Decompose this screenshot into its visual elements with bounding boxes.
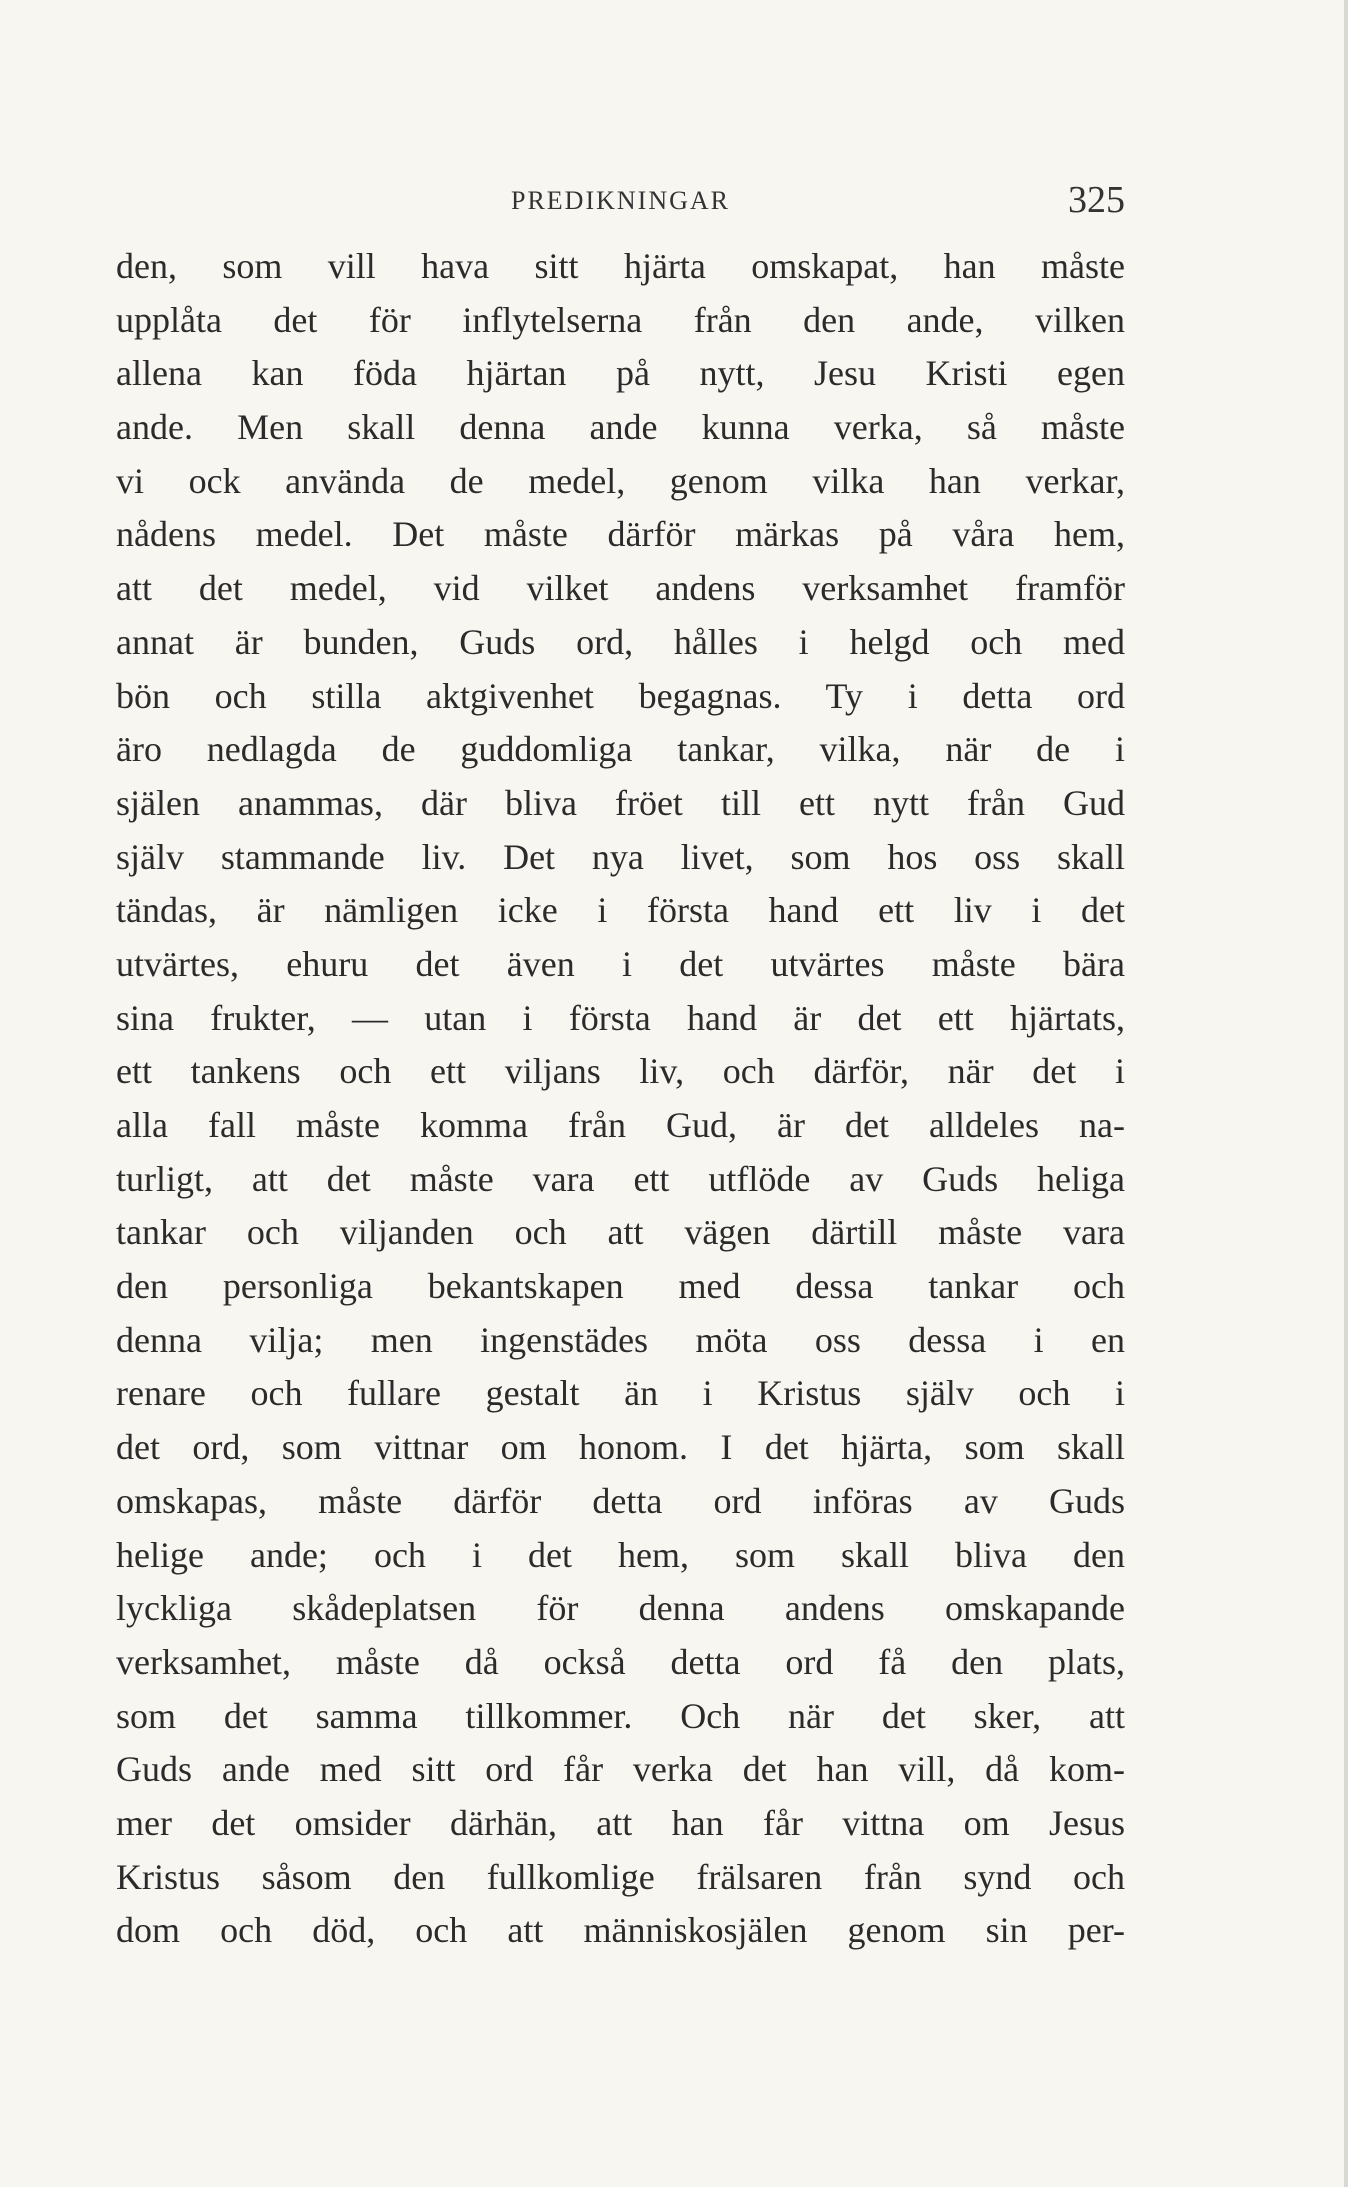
text-line: helige ande; och i det hem, som skall bliva den bbox=[116, 1534, 1125, 1575]
text-line: bön och stilla aktgivenhet begagnas. Ty i detta ord bbox=[116, 675, 1125, 716]
text-line: att det medel, vid vilket andens verksamhet framför bbox=[116, 568, 1125, 609]
text-line: som det samma tillkommer. Och när det sker, att bbox=[116, 1695, 1125, 1736]
text-line: mer det omsider därhän, att han får vittna om Jesus bbox=[116, 1802, 1125, 1843]
text-line: vi ock använda de medel, genom vilka han verkar, bbox=[116, 460, 1125, 501]
text-line: allena kan föda hjärtan på nytt, Jesu Kristi egen bbox=[116, 353, 1125, 394]
text-line: tankar och viljanden och att vägen därtill måste vara bbox=[116, 1212, 1125, 1253]
text-line: ande. Men skall denna ande kunna verka, så måste bbox=[116, 407, 1125, 448]
text-line: den personliga bekantskapen med dessa tankar och bbox=[116, 1266, 1125, 1307]
page-edge bbox=[1344, 0, 1348, 2187]
text-line: lyckliga skådeplatsen för denna andens omskapande bbox=[116, 1588, 1125, 1629]
text-line: verksamhet, måste då också detta ord få den plats, bbox=[116, 1641, 1125, 1682]
text-line: tändas, är nämligen icke i första hand ett liv i det bbox=[116, 890, 1125, 931]
page-number: 325 bbox=[1068, 179, 1125, 221]
text-line: dom och död, och att människosjälen genom sin per- bbox=[116, 1910, 1125, 1951]
text-line: Guds ande med sitt ord får verka det han vill, då kom- bbox=[116, 1749, 1125, 1790]
text-line: alla fall måste komma från Gud, är det alldeles na- bbox=[116, 1105, 1125, 1145]
running-title: PREDIKNINGAR bbox=[511, 186, 730, 215]
text-line: utvärtes, ehuru det även i det utvärtes måste bära bbox=[116, 943, 1125, 984]
text-line: äro nedlagda de guddomliga tankar, vilka, när de i bbox=[116, 729, 1125, 770]
text-line: omskapas, måste därför detta ord införas av Guds bbox=[116, 1480, 1125, 1521]
text-line: den, som vill hava sitt hjärta omskapat, han måste bbox=[116, 246, 1125, 286]
text-line: själen anammas, där bliva fröet till ett nytt från Gud bbox=[116, 782, 1125, 823]
text-line: nådens medel. Det måste därför märkas på våra hem, bbox=[116, 514, 1125, 555]
text-line: upplåta det för inflytelserna från den ande, vilken bbox=[116, 299, 1125, 340]
text-line: renare och fullare gestalt än i Kristus själv och i bbox=[116, 1373, 1125, 1414]
text-line: ett tankens och ett viljans liv, och därför, när det i bbox=[116, 1051, 1125, 1092]
text-line: Kristus såsom den fullkomlige frälsaren från synd och bbox=[116, 1856, 1125, 1897]
text-line: det ord, som vittnar om honom. I det hjärta, som skall bbox=[116, 1427, 1125, 1468]
text-line: sina frukter, — utan i första hand är det ett hjärtats, bbox=[116, 997, 1125, 1038]
text-line: annat är bunden, Guds ord, hålles i helgd och med bbox=[116, 621, 1125, 662]
text-line: själv stammande liv. Det nya livet, som hos oss skall bbox=[116, 836, 1125, 877]
text-line: denna vilja; men ingenstädes möta oss dessa i en bbox=[116, 1319, 1125, 1360]
body-text bbox=[116, 240, 1125, 1958]
text-line: turligt, att det måste vara ett utflöde av Guds heliga bbox=[116, 1158, 1125, 1199]
running-header bbox=[116, 178, 1125, 222]
